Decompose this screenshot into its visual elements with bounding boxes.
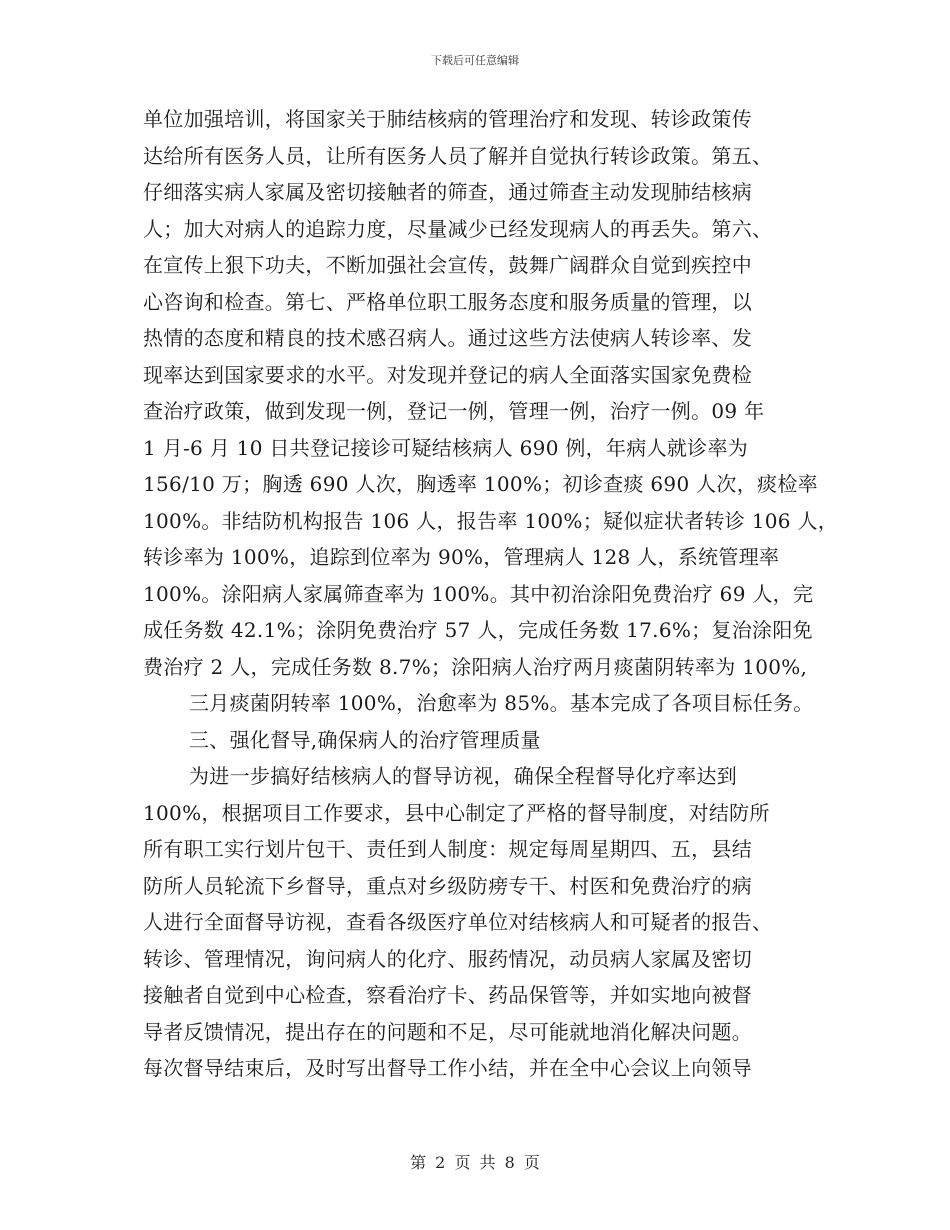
text-line: 100%。涂阳病人家属筛查率为 100%。其中初治涂阳免费治疗 69 人，完 — [143, 581, 814, 606]
text-line: 费治疗 2 人，完成任务数 8.7%；涂阳病人治疗两月痰菌阴转率为 100%, — [143, 654, 808, 679]
text-line: 156/10 万；胸透 690 人次，胸透率 100%；初诊查痰 690 人次，痰检率 — [143, 472, 818, 496]
text-line: 接触者自觉到中心检查，察看治疗卡、药品保管等，并如实地向被督 — [143, 983, 752, 1007]
text-line: 三、强化督导,确保病人的治疗管理质量 — [189, 727, 541, 752]
text-line: 三月痰菌阴转率 100%，治愈率为 85%。基本完成了各项目标任务。 — [189, 691, 814, 715]
document-body — [143, 101, 839, 1087]
text-line: 仔细落实病人家属及密切接触者的筛查，通过筛查主动发现肺结核病 — [143, 180, 752, 204]
text-line: 1 月-6 月 10 日共登记接诊可疑结核病人 690 例，年病人就诊率为 — [143, 435, 749, 460]
text-line: 现率达到国家要求的水平。对发现并登记的病人全面落实国家免费检 — [143, 362, 752, 387]
text-line: 每次督导结束后，及时写出督导工作小结，并在全中心会议上向领导 — [143, 1056, 752, 1080]
text-line: 所有职工实行划片包干、责任到人制度：规定每周星期四、五，县结 — [143, 837, 752, 861]
text-line: 导者反馈情况，提出存在的问题和不足，尽可能就地消化解决问题。 — [143, 1019, 752, 1044]
text-line: 人进行全面督导访视，查看各级医疗单位对结核病人和可疑者的报告、 — [143, 910, 773, 934]
text-line: 在宣传上狠下功夫，不断加强社会宣传，鼓舞广阔群众自觉到疾控中 — [143, 253, 752, 277]
text-line: 查治疗政策，做到发现一例，登记一例，管理一例，治疗一例。09 年 — [143, 399, 765, 423]
text-line: 热情的态度和精良的技术感召病人。通过这些方法使病人转诊率、发 — [143, 326, 752, 350]
text-line: 心咨询和检查。第七、严格单位职工服务态度和服务质量的管理，以 — [143, 289, 752, 314]
text-line: 转诊、管理情况，询问病人的化疗、服药情况，动员病人家属及密切 — [143, 946, 752, 971]
text-line: 100%，根据项目工作要求，县中心制定了严格的督导制度，对结防所 — [143, 800, 770, 825]
text-line: 转诊率为 100%，追踪到位率为 90%，管理病人 128 人，系统管理率 — [143, 545, 780, 569]
text-line: 人；加大对病人的追踪力度，尽量减少已经发现病人的再丢失。第六、 — [143, 216, 773, 241]
text-line: 单位加强培训，将国家关于肺结核病的管理治疗和发现、转诊政策传 — [143, 107, 752, 131]
text-line: 达给所有医务人员，让所有医务人员了解并自觉执行转诊政策。第五、 — [143, 143, 773, 168]
page-header: 下载后可任意编辑 — [431, 54, 519, 67]
page-footer: 第 2 页 共 8 页 — [410, 1153, 540, 1172]
text-line: 100%。非结防机构报告 106 人，报告率 100%；疑似症状者转诊 106 人， — [143, 508, 839, 533]
text-line: 成任务数 42.1%；涂阴免费治疗 57 人，完成任务数 17.6%；复治涂阳免 — [143, 618, 813, 642]
text-line: 防所人员轮流下乡督导，重点对乡级防痨专干、村医和免费治疗的病 — [143, 873, 752, 898]
text-line: 为进一步搞好结核病人的督导访视，确保全程督导化疗率达到 — [189, 764, 738, 788]
